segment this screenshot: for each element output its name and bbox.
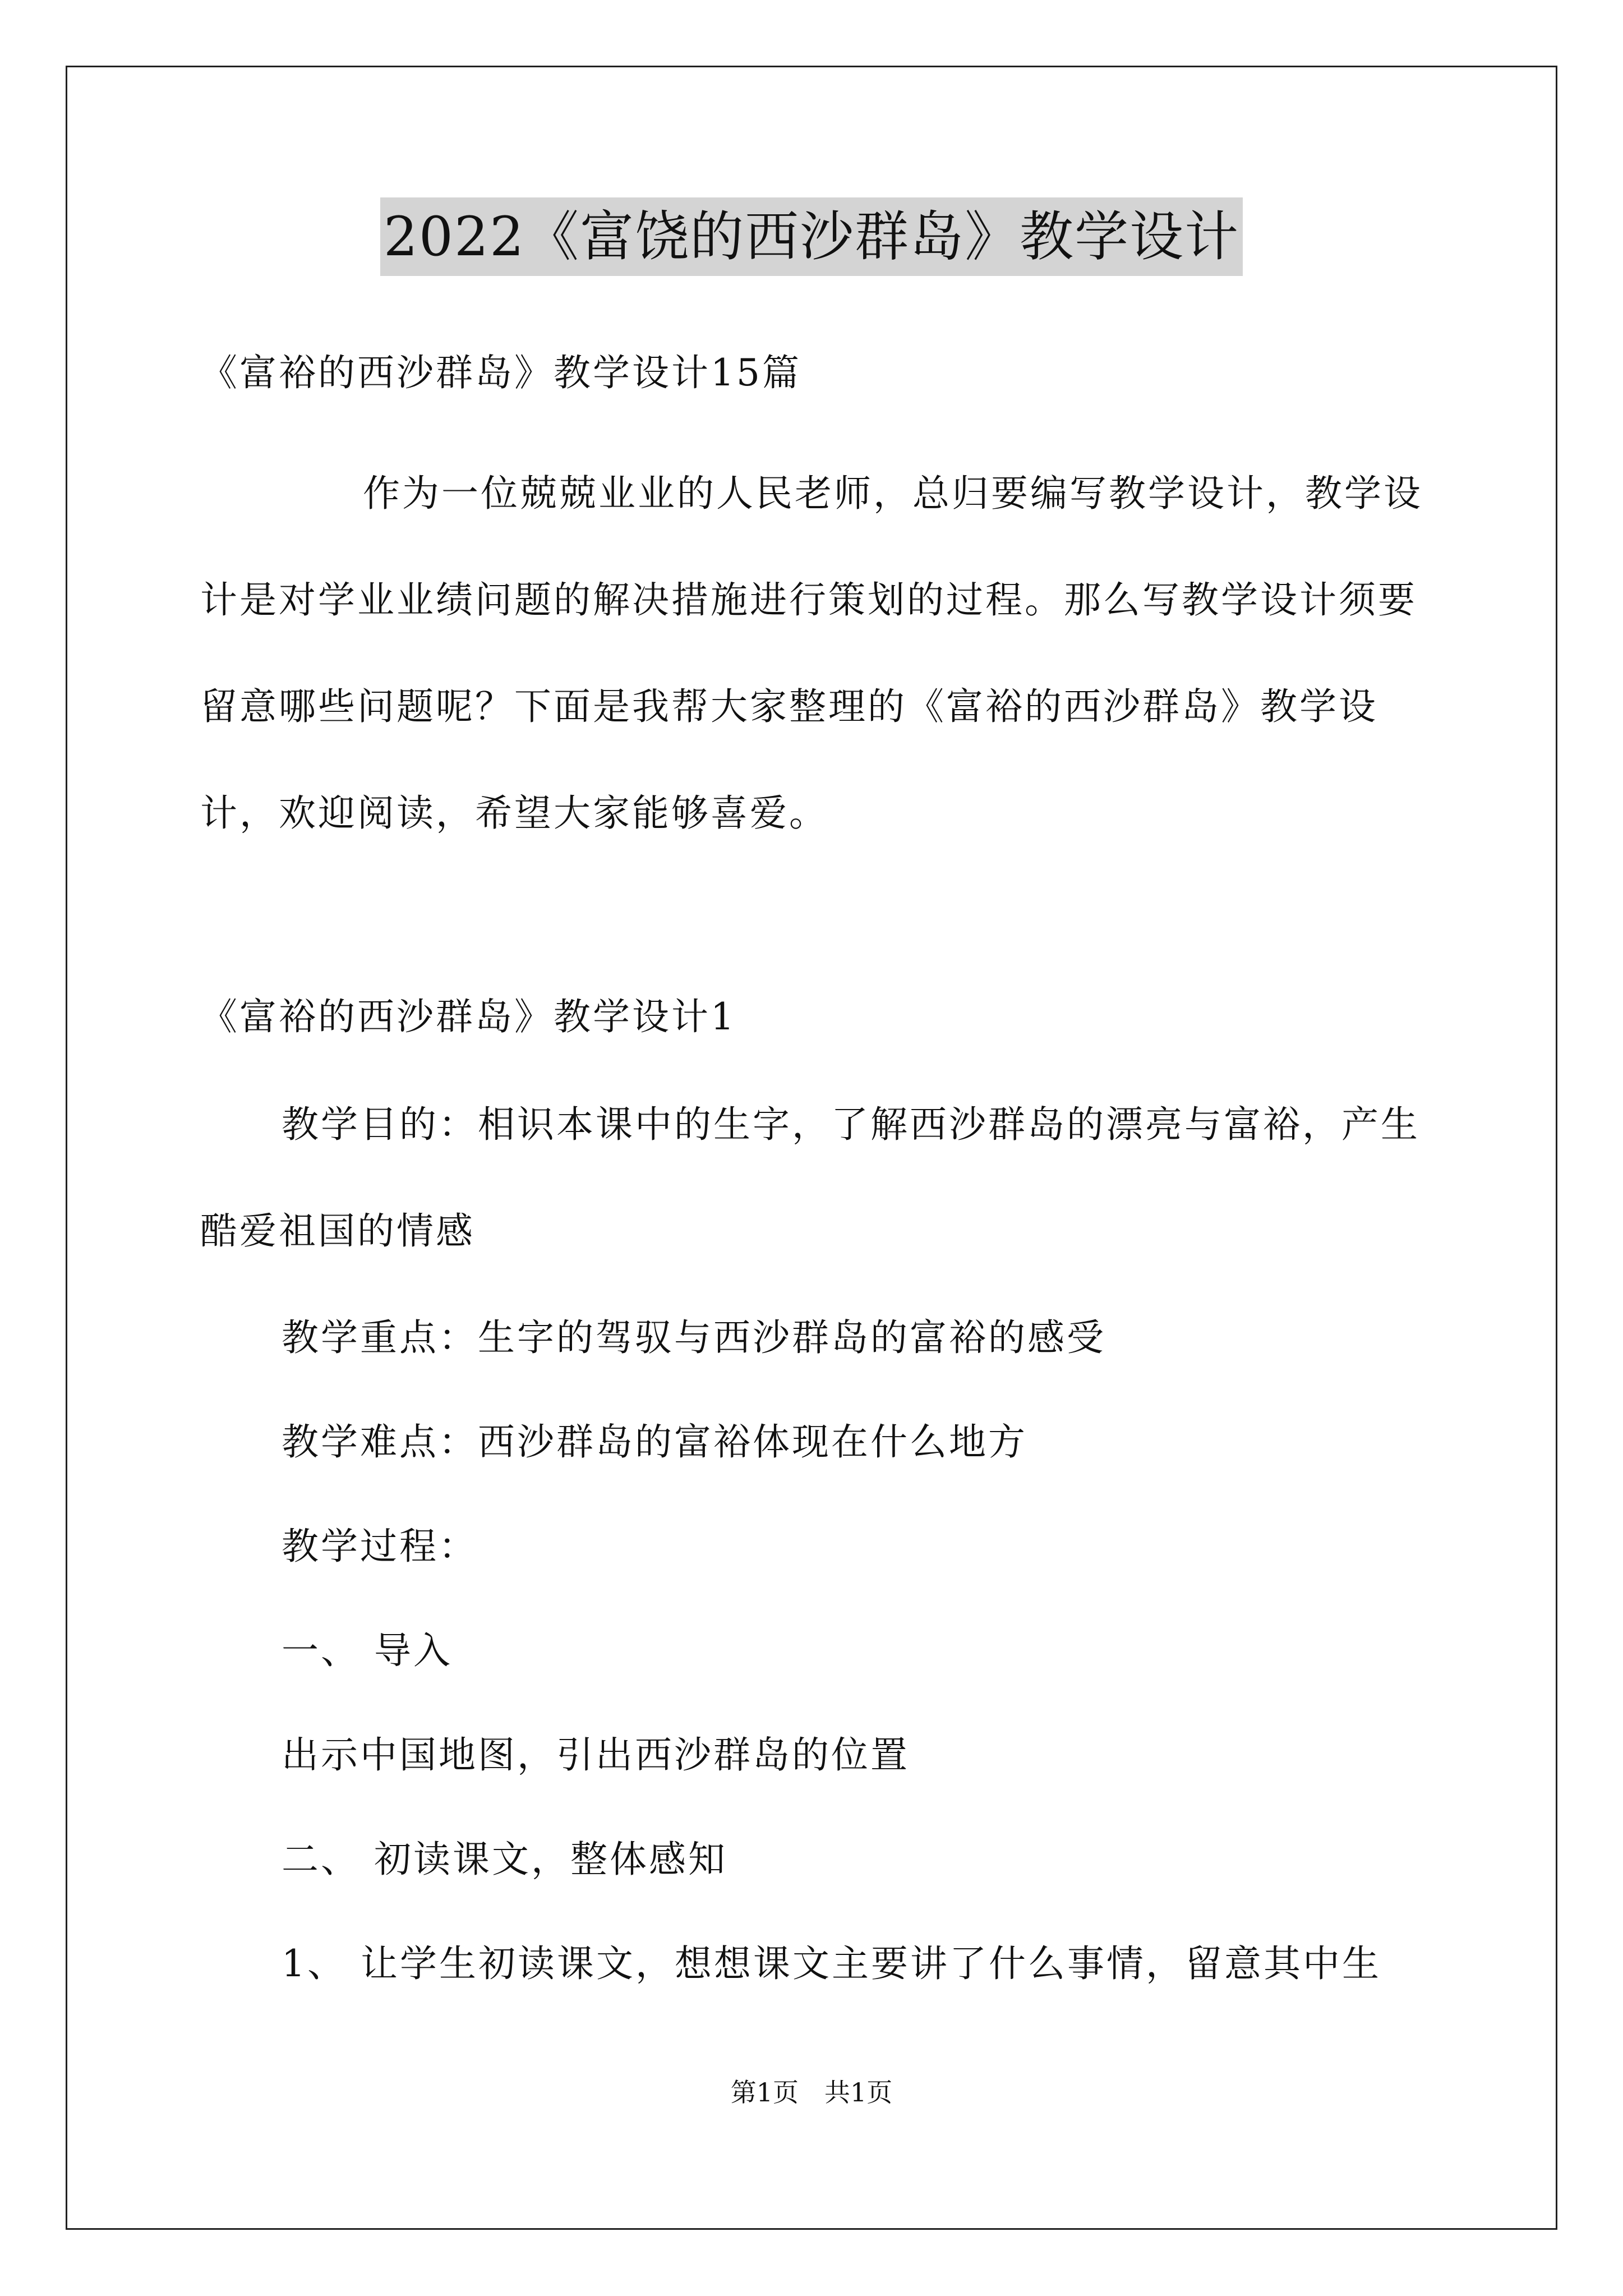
step-1-heading: 一、 导入 — [282, 1629, 453, 1672]
step-2-item-1: 1、 让学生初读课文，想想课文主要讲了什么事情，留意其中生 — [282, 1942, 1381, 1985]
section-heading: 《富裕的西沙群岛》教学设计1 — [200, 995, 736, 1038]
intro-text: 作为一位兢兢业业的人民老师，总归要编写教学设计，教学设计是对学业业绩问题的解决措施进行策划的过程。那么写教学设计须要留意哪些问题呢？下面是我帮大家整理的《富裕的西沙群岛》教学设计，欢迎阅读，希望大家能够喜爱。 — [200, 472, 1423, 835]
intro-paragraph — [200, 440, 1428, 867]
difficulty-line: 教学难点：西沙群岛的富裕体现在什么地方 — [282, 1420, 1027, 1464]
title-container — [0, 197, 1623, 276]
objective-paragraph: 教学目的：相识本课中的生字，了解西沙群岛的漂亮与富裕，产生酷爱祖国的情感 — [200, 1103, 1420, 1253]
document-subtitle: 《富裕的西沙群岛》教学设计15篇 — [200, 351, 801, 394]
page-footer: 第1页 共1页 — [730, 2077, 893, 2108]
step-2-heading: 二、 初读课文，整体感知 — [282, 1838, 727, 1881]
document-title: 2022《富饶的西沙群岛》教学设计 — [380, 197, 1243, 276]
step-1-detail: 出示中国地图，引出西沙群岛的位置 — [282, 1733, 910, 1777]
key-point-line: 教学重点：生字的驾驭与西沙群岛的富裕的感受 — [282, 1316, 1106, 1359]
process-label: 教学过程： — [282, 1525, 478, 1568]
